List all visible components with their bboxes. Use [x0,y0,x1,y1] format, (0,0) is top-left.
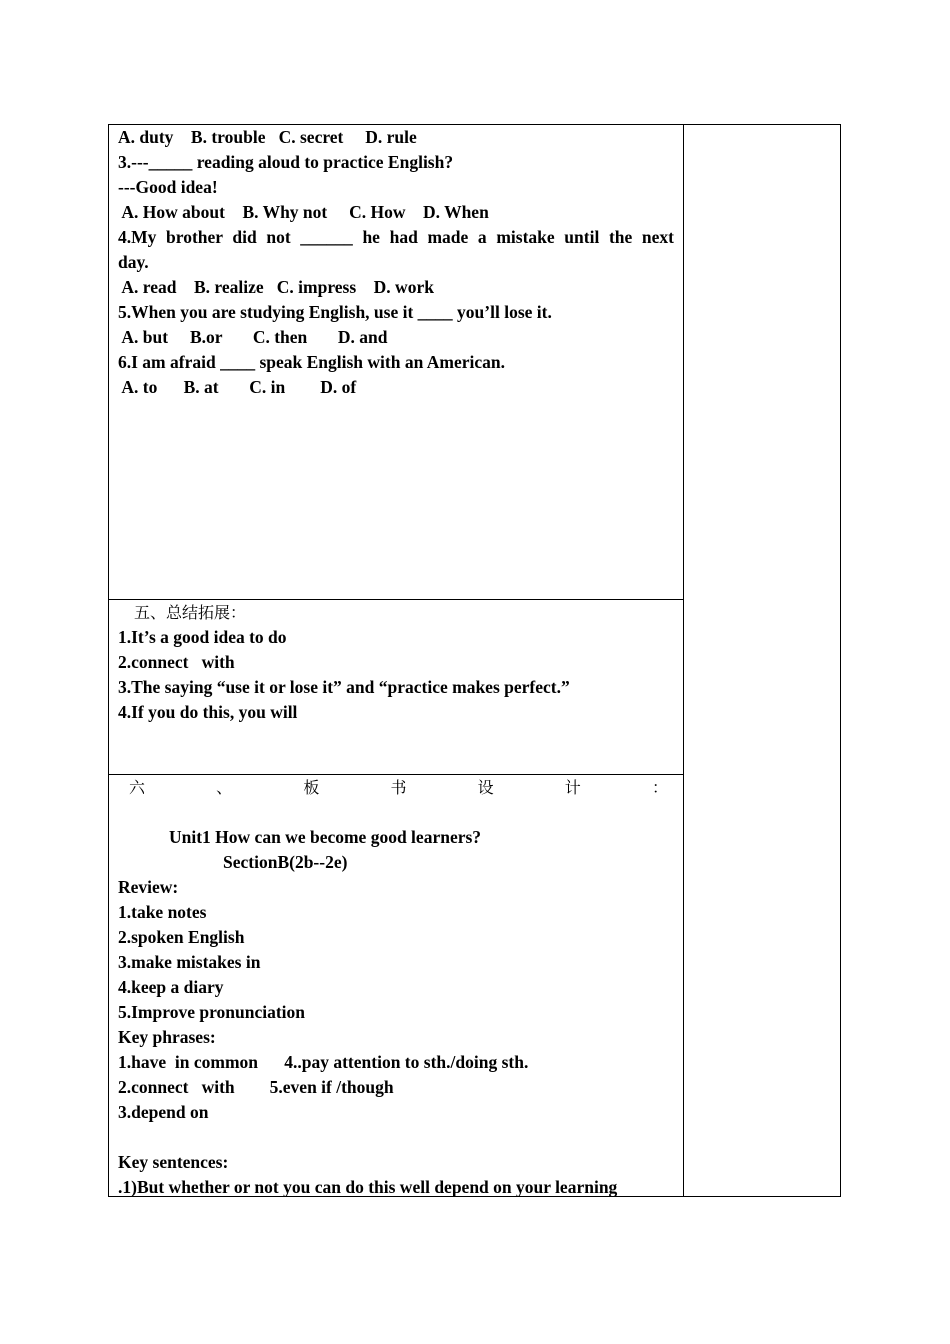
key-phrases-label: Key phrases: [118,1027,216,1047]
review-item: 5.Improve pronunciation [118,1002,306,1022]
summary-line: 2.connect with [118,652,235,672]
exercise-line: ---Good idea! [118,177,218,197]
exercise-line: 4.My brother did not ______ he had made a mistake until the next [118,227,674,247]
key-phrase: 3.depend on [118,1102,209,1122]
exercise-line: A. to B. at C. in D. of [118,377,357,397]
exercise-line: A. read B. realize C. impress D. work [118,277,434,297]
review-item: 1.take notes [118,902,207,922]
blank-line [118,800,674,825]
board-heading-char: 书 [390,778,407,797]
review-label: Review: [118,877,179,897]
exercise-line: A. but B.or C. then D. and [118,327,388,347]
key-phrase: 1.have in common 4..pay attention to sth./doing sth. [118,1052,529,1072]
board-subtitle: SectionB(2b--2e) [223,852,348,872]
summary-heading: 五、总结拓展： [134,603,247,622]
board-heading-char: 计 [564,778,581,797]
summary-section [118,600,674,725]
review-item: 3.make mistakes in [118,952,261,972]
exercise-section [118,125,674,400]
review-item: 2.spoken English [118,927,245,947]
summary-line: 1.It’s a good idea to do [118,627,287,647]
summary-line: 3.The saying “use it or lose it” and “practice makes perfect.” [118,677,570,697]
board-heading-char: 板 [303,778,320,797]
summary-line: 4.If you do this, you will [118,702,298,722]
key-phrase: 2.connect with 5.even if /though [118,1077,394,1097]
board-design-section [118,775,674,1200]
exercise-line: A. How about B. Why not C. How D. When [118,202,489,222]
board-heading [118,775,674,800]
lesson-table [108,124,841,1197]
key-sentences-label: Key sentences: [118,1152,229,1172]
board-heading-char: 六 [129,778,146,797]
key-sentence: .1)But whether or not you can do this well depend on your learning [118,1177,618,1197]
review-item: 4.keep a diary [118,977,224,997]
exercise-line: 3.---_____ reading aloud to practice English? [118,152,454,172]
exercise-line: day. [118,252,149,272]
exercise-line: A. duty B. trouble C. secret D. rule [118,127,417,147]
board-title: Unit1 How can we become good learners? [169,827,482,847]
board-heading-char: 设 [477,778,494,797]
board-heading-char: ： [651,778,668,797]
exercise-line: 6.I am afraid ____ speak English with an American. [118,352,505,372]
column-divider [683,125,684,1196]
blank-line [118,1125,674,1150]
exercise-line: 5.When you are studying English, use it ____ you’ll lose it. [118,302,552,322]
board-heading-char: 、 [216,778,233,797]
